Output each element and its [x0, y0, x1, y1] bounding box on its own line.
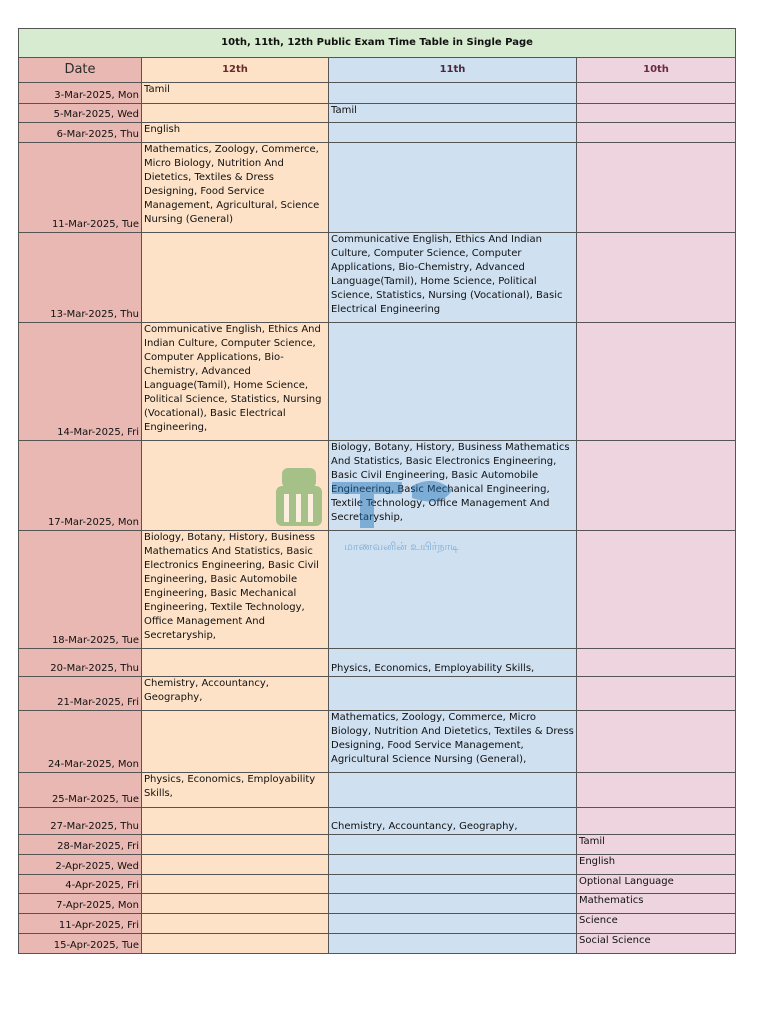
exam-10th: [577, 441, 736, 531]
exam-12th: [142, 855, 329, 875]
exam-11th: Chemistry, Accountancy, Geography,: [329, 808, 577, 835]
exam-10th: [577, 677, 736, 711]
exam-date: 5-Mar-2025, Wed: [19, 104, 142, 123]
exam-date: 20-Mar-2025, Thu: [19, 649, 142, 677]
exam-11th: [329, 894, 577, 914]
exam-10th: English: [577, 855, 736, 875]
exam-10th: Optional Language: [577, 875, 736, 894]
exam-11th: Physics, Economics, Employability Skills,: [329, 649, 577, 677]
table-row: [19, 808, 736, 835]
table-row: [19, 233, 736, 323]
watermark-caption: மாணவனின் உயிர்நாடி: [344, 540, 460, 553]
exam-date: 15-Apr-2025, Tue: [19, 934, 142, 954]
table-row: [19, 143, 736, 233]
exam-10th: [577, 233, 736, 323]
exam-date: 11-Apr-2025, Fri: [19, 914, 142, 934]
exam-10th: Social Science: [577, 934, 736, 954]
exam-11th: [329, 875, 577, 894]
exam-date: 17-Mar-2025, Mon: [19, 441, 142, 531]
exam-10th: Science: [577, 914, 736, 934]
exam-date: 27-Mar-2025, Thu: [19, 808, 142, 835]
exam-10th: [577, 83, 736, 104]
exam-10th: [577, 531, 736, 649]
table-row: [19, 914, 736, 934]
exam-date: 4-Apr-2025, Fri: [19, 875, 142, 894]
exam-date: 18-Mar-2025, Tue: [19, 531, 142, 649]
exam-date: 13-Mar-2025, Thu: [19, 233, 142, 323]
exam-date: 21-Mar-2025, Fri: [19, 677, 142, 711]
table-row: [19, 711, 736, 773]
table-row: [19, 123, 736, 143]
table-row: [19, 835, 736, 855]
exam-12th: [142, 233, 329, 323]
table-row: [19, 855, 736, 875]
exam-date: 14-Mar-2025, Fri: [19, 323, 142, 441]
column-header-10th: 10th: [577, 58, 736, 83]
column-header-11th: 11th: [329, 58, 577, 83]
exam-11th: Tamil: [329, 104, 577, 123]
exam-10th: Mathematics: [577, 894, 736, 914]
exam-10th: [577, 104, 736, 123]
column-header-date: Date: [19, 58, 142, 83]
exam-date: 25-Mar-2025, Tue: [19, 773, 142, 808]
exam-11th: [329, 531, 577, 649]
exam-10th: [577, 808, 736, 835]
exam-10th: [577, 323, 736, 441]
exam-11th: [329, 83, 577, 104]
exam-11th: [329, 773, 577, 808]
exam-12th: [142, 894, 329, 914]
exam-12th: [142, 914, 329, 934]
exam-12th: English: [142, 123, 329, 143]
exam-10th: [577, 143, 736, 233]
exam-11th: Biology, Botany, History, Business Mathematics And Statistics, Basic Electronics Engineering, Basic Civil Engineering, Basic Automobile Engineering, Basic Mechanical Engineering, Textile Technology, Office Management And Secretaryship,: [329, 441, 577, 531]
exam-12th: [142, 808, 329, 835]
table-row: [19, 323, 736, 441]
column-header-12th: 12th: [142, 58, 329, 83]
exam-11th: [329, 123, 577, 143]
page-title: 10th, 11th, 12th Public Exam Time Table in Single Page: [19, 29, 736, 58]
exam-11th: [329, 855, 577, 875]
table-row: [19, 677, 736, 711]
exam-10th: Tamil: [577, 835, 736, 855]
exam-12th: [142, 104, 329, 123]
exam-12th: Chemistry, Accountancy, Geography,: [142, 677, 329, 711]
exam-12th: Physics, Economics, Employability Skills,: [142, 773, 329, 808]
exam-11th: [329, 143, 577, 233]
exam-12th: [142, 649, 329, 677]
exam-date: 6-Mar-2025, Thu: [19, 123, 142, 143]
table-row: [19, 934, 736, 954]
table-row: [19, 83, 736, 104]
exam-date: 11-Mar-2025, Tue: [19, 143, 142, 233]
exam-date: 28-Mar-2025, Fri: [19, 835, 142, 855]
exam-12th: [142, 835, 329, 855]
exam-date: 3-Mar-2025, Mon: [19, 83, 142, 104]
table-row: [19, 531, 736, 649]
table-row: [19, 104, 736, 123]
exam-11th: [329, 323, 577, 441]
exam-12th: [142, 441, 329, 531]
exam-10th: [577, 773, 736, 808]
exam-11th: Mathematics, Zoology, Commerce, Micro Biology, Nutrition And Dietetics, Textiles & Dress Designing, Food Service Management, Agricultural Science Nursing (General),: [329, 711, 577, 773]
exam-date: 24-Mar-2025, Mon: [19, 711, 142, 773]
exam-10th: [577, 123, 736, 143]
exam-12th: Communicative English, Ethics And Indian Culture, Computer Science, Computer Applications, Bio-Chemistry, Advanced Language(Tamil), Home Science, Political Science, Statistics, Nursing (Vocational), Basic Electrical Engineering,: [142, 323, 329, 441]
exam-date: 7-Apr-2025, Mon: [19, 894, 142, 914]
table-row: [19, 773, 736, 808]
exam-12th: [142, 875, 329, 894]
exam-11th: [329, 677, 577, 711]
table-row: [19, 894, 736, 914]
exam-timetable: [18, 28, 736, 954]
exam-11th: [329, 914, 577, 934]
exam-12th: Mathematics, Zoology, Commerce, Micro Biology, Nutrition And Dietetics, Textiles & Dress Designing, Food Service Management, Agricultural, Science Nursing (General): [142, 143, 329, 233]
exam-10th: [577, 649, 736, 677]
exam-11th: Communicative English, Ethics And Indian Culture, Computer Science, Computer Applications, Bio-Chemistry, Advanced Language(Tamil), Home Science, Political Science, Statistics, Nursing (Vocational), Basic Electrical Engineering: [329, 233, 577, 323]
exam-11th: [329, 934, 577, 954]
table-row: [19, 441, 736, 531]
table-row: [19, 649, 736, 677]
exam-11th: [329, 835, 577, 855]
table-row: [19, 875, 736, 894]
exam-12th: Tamil: [142, 83, 329, 104]
exam-12th: [142, 934, 329, 954]
exam-12th: [142, 711, 329, 773]
exam-12th: Biology, Botany, History, Business Mathematics And Statistics, Basic Electronics Engineering, Basic Civil Engineering, Basic Automobile Engineering, Basic Mechanical Engineering, Textile Technology, Office Management And Secretaryship,: [142, 531, 329, 649]
exam-10th: [577, 711, 736, 773]
exam-date: 2-Apr-2025, Wed: [19, 855, 142, 875]
